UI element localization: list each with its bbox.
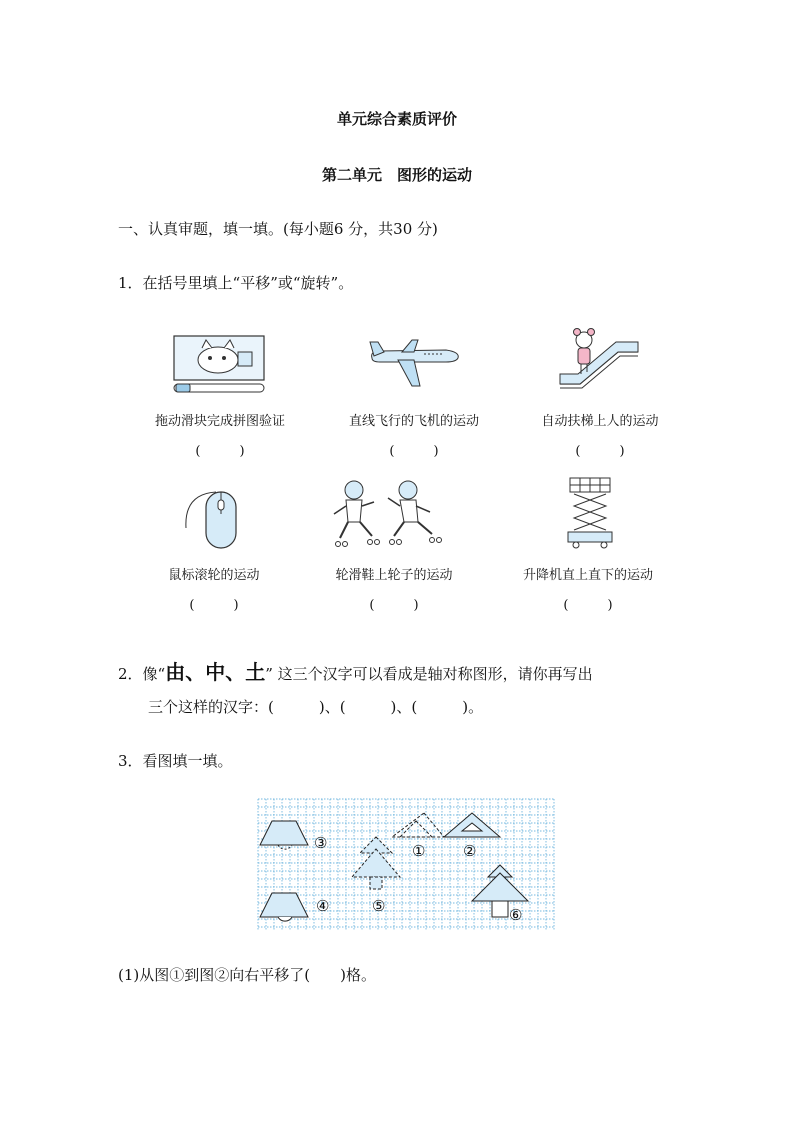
caption-3: 自动扶梯上人的运动 [541, 414, 659, 429]
caption-2: 直线飞行的飞机的运动 [348, 414, 479, 429]
symmetric-characters: 由、中、土 [165, 660, 266, 684]
unit-subtitle: 第二单元 图形的运动 [321, 166, 472, 184]
label-2: ② [463, 842, 477, 860]
section-heading: 一、认真审题，填一填。(每小题6 分，共30 分) [118, 220, 438, 238]
caption-6: 升降机直上直下的运动 [522, 568, 653, 583]
answer-blank-1[interactable]: ( ) [195, 444, 245, 459]
caption-4: 鼠标滚轮的运动 [168, 568, 260, 583]
answer-blank-5[interactable]: ( ) [369, 598, 419, 613]
question-1-prompt: 1．在括号里填上“平移”或“旋转”。 [118, 274, 354, 292]
question-3-sub-1[interactable]: (1)从图①到图②向右平移了( )格。 [118, 966, 376, 984]
escalator-icon [556, 324, 642, 390]
answer-blank-3[interactable]: ( ) [575, 444, 625, 459]
slider-puzzle-icon [170, 334, 270, 396]
label-4: ④ [316, 897, 330, 915]
roller-skaters-icon [332, 478, 448, 552]
caption-1: 拖动滑块完成拼图验证 [154, 414, 285, 429]
mouse-icon [182, 484, 244, 552]
caption-5: 轮滑鞋上轮子的运动 [335, 568, 453, 583]
airplane-icon [368, 334, 462, 390]
page-title: 单元综合素质评价 [336, 110, 457, 128]
label-6: ⑥ [509, 906, 523, 924]
answer-blank-2[interactable]: ( ) [389, 444, 439, 459]
question-3-prompt: 3．看图填一填。 [118, 752, 233, 770]
question-2-line2[interactable]: 三个这样的汉字：( )、( )、( )。 [148, 698, 484, 716]
answer-blank-4[interactable]: ( ) [189, 598, 239, 613]
label-1: ① [412, 842, 426, 860]
answer-blank-6[interactable]: ( ) [563, 598, 613, 613]
scissor-lift-icon [566, 476, 614, 550]
label-3: ③ [314, 834, 328, 852]
question-2-suffix: ” 这三个汉字可以看成是轴对称图形，请你再写出 [265, 665, 593, 683]
question-2-prefix: 2．像“ [118, 665, 166, 683]
label-5: ⑤ [372, 897, 386, 915]
question-2-line1 [118, 656, 593, 685]
